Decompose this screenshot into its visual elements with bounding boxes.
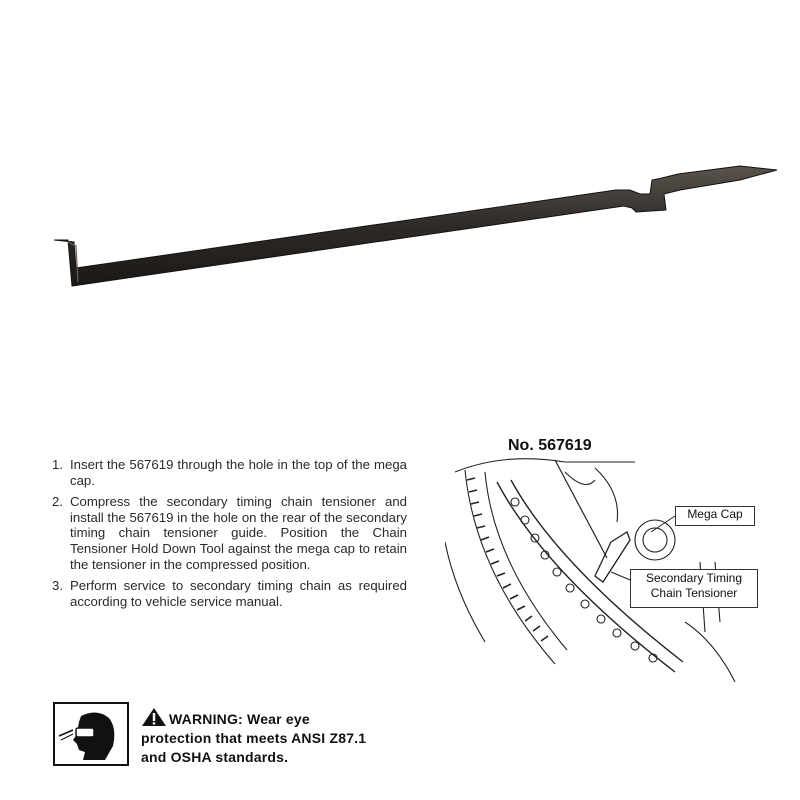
tensioner-label: [630, 569, 758, 608]
instruction-step-1: 1. Insert the 567619 through the hole in the top of the mega cap.: [52, 457, 407, 488]
tool-rod-photo: [40, 150, 780, 330]
tensioner-label-line2: Chain Tensioner: [650, 586, 738, 600]
instruction-step-3: 3. Perform service to secondary timing chain as required according to vehicle service manual.: [52, 578, 407, 609]
part-number-label: No. 567619: [508, 437, 592, 454]
timing-chain-diagram: [445, 432, 780, 682]
safety-goggles-head-icon: [53, 702, 129, 766]
instruction-step-2: 2. Compress the secondary timing chain tensioner and install the 567619 in the hole on the rear of the secondary timing chain tensioner guide. Position the Chain Tensioner Hold Down Tool against the mega cap to retain the tensioner in the compressed position.: [52, 494, 407, 572]
instruction-list: [52, 457, 407, 615]
tensioner-label-line1: Secondary Timing: [645, 571, 743, 585]
warning-heading: WARNING:: [169, 711, 243, 727]
mega-cap-label: Mega Cap: [675, 506, 755, 526]
warning-triangle-icon: [141, 707, 167, 727]
warning-text: [141, 707, 371, 767]
warning-body: Wear eye protection that meets ANSI Z87.1 and OSHA standards.: [141, 711, 367, 765]
